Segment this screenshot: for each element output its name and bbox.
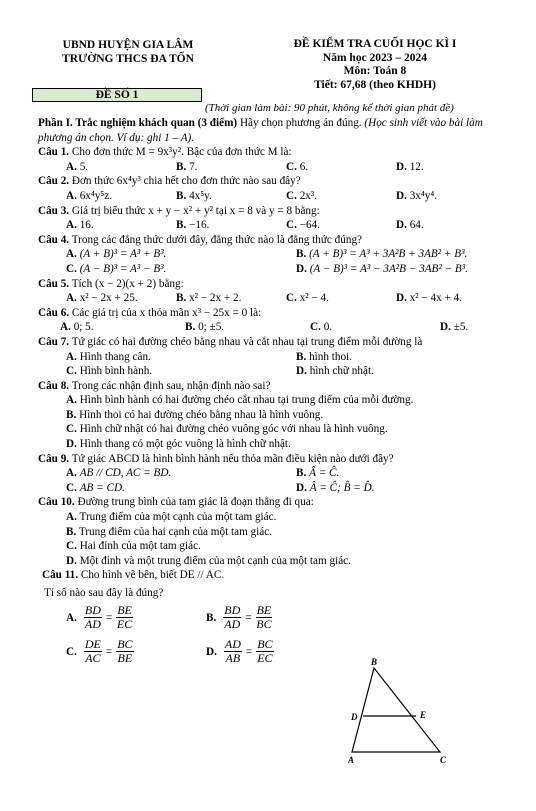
- option-a[interactable]: [60, 320, 185, 335]
- option-label: A.: [66, 611, 77, 624]
- option-label: D.: [396, 189, 407, 202]
- denominator: AD: [224, 617, 241, 632]
- option-label: D.: [296, 365, 307, 378]
- option-a[interactable]: [66, 160, 176, 175]
- numerator: BC: [117, 637, 133, 652]
- question-9-options-row1: [38, 466, 508, 481]
- question-4: [38, 233, 508, 248]
- fraction: [84, 604, 102, 631]
- option-a[interactable]: [66, 189, 176, 204]
- option-c[interactable]: [286, 160, 396, 175]
- option-a[interactable]: [66, 218, 176, 233]
- option-d[interactable]: [38, 437, 508, 452]
- triangle-figure: [340, 656, 450, 766]
- option-c[interactable]: [310, 320, 440, 335]
- option-c[interactable]: [286, 218, 396, 233]
- option-text: (A + B)³ = A³ + 3A²B + 3AB² + B³.: [309, 248, 468, 261]
- school-header: [38, 38, 218, 66]
- option-text: 64.: [409, 219, 424, 232]
- option-b[interactable]: [296, 350, 352, 365]
- option-label: B.: [185, 321, 196, 334]
- option-label: C.: [66, 423, 77, 436]
- option-a[interactable]: [38, 510, 508, 525]
- numerator: BC: [257, 637, 273, 652]
- option-text: 2x³.: [299, 189, 318, 202]
- option-label: A.: [66, 160, 77, 173]
- option-b[interactable]: [176, 189, 286, 204]
- option-d[interactable]: [206, 637, 346, 667]
- school-year: Năm học 2023 – 2024: [322, 51, 428, 64]
- lesson-number: Tiết: 67,68 (theo KHDH): [314, 78, 436, 91]
- fraction: [84, 638, 102, 665]
- option-label: B.: [176, 219, 187, 232]
- fraction: [256, 638, 273, 665]
- fraction: [116, 604, 133, 631]
- question-2: [38, 174, 508, 189]
- option-d[interactable]: [296, 262, 468, 277]
- question-text: Đường trung bình của tam giác là đoạn thẳng đi qua:: [74, 496, 314, 509]
- option-label: A.: [66, 292, 77, 305]
- option-text: 0; ±5.: [198, 321, 225, 334]
- option-text: 0.: [323, 321, 333, 334]
- option-d[interactable]: [296, 364, 374, 379]
- question-label: Câu 3.: [38, 204, 70, 217]
- option-c[interactable]: [66, 481, 296, 496]
- exam-content: [38, 116, 508, 669]
- option-d[interactable]: [396, 218, 424, 233]
- fraction: [256, 604, 273, 631]
- option-c[interactable]: [38, 422, 508, 437]
- option-text: 6x⁴y⁵z.: [79, 189, 113, 202]
- option-label: A.: [66, 350, 77, 363]
- option-text: 3x⁴y⁴.: [409, 189, 438, 202]
- question-10: [38, 495, 508, 510]
- option-d[interactable]: [38, 554, 508, 569]
- option-text: 4x⁵y.: [189, 189, 212, 202]
- option-b[interactable]: [38, 408, 508, 423]
- question-11-subtext: Tỉ số nào sau đây là đúng?: [44, 587, 164, 599]
- option-label: D.: [440, 321, 451, 334]
- exam-title: ĐỀ KIỂM TRA CUỐI HỌC KÌ I: [293, 38, 457, 50]
- option-label: C.: [66, 262, 77, 275]
- option-d[interactable]: [296, 481, 375, 496]
- question-6-options: [38, 320, 508, 335]
- option-text: hình chữ nhật.: [309, 365, 374, 378]
- option-text: 7.: [189, 160, 198, 173]
- option-label: D.: [296, 262, 307, 275]
- equals-sign: =: [105, 611, 113, 624]
- option-label: C.: [66, 481, 77, 494]
- question-2-options: [38, 189, 508, 204]
- option-label: B.: [296, 350, 307, 363]
- option-label: A.: [66, 248, 77, 261]
- question-text: Cho đơn thức M = 9x³y². Bậc của đơn thức M là:: [69, 146, 292, 159]
- question-5-options: [38, 291, 508, 306]
- option-text: (A − B)³ = A³ − 3A²B − 3AB² − B³.: [309, 262, 468, 275]
- option-text: x² − 4x + 4.: [409, 292, 463, 305]
- option-label: D.: [66, 438, 77, 451]
- option-text: Một đỉnh và một trung điểm của một cạnh của một tam giác.: [79, 554, 351, 567]
- option-text: 12.: [409, 160, 424, 173]
- equals-sign: =: [245, 611, 252, 624]
- question-3-options: [38, 218, 508, 233]
- option-b[interactable]: [296, 466, 339, 481]
- vertex-label-b: B: [371, 657, 378, 667]
- option-c[interactable]: [38, 539, 508, 554]
- option-text: 6.: [299, 160, 309, 173]
- question-label: Câu 8.: [38, 379, 70, 392]
- question-11: [38, 568, 508, 583]
- option-label: C.: [310, 321, 321, 334]
- option-text: x² − 4.: [299, 292, 329, 305]
- fraction: [223, 604, 241, 631]
- option-a[interactable]: [66, 603, 206, 633]
- option-text: Hình thang có một góc vuông là hình chữ nhật.: [79, 438, 291, 451]
- option-label: D.: [66, 554, 77, 567]
- option-b[interactable]: [206, 603, 346, 633]
- numerator: BD: [84, 603, 101, 618]
- option-b[interactable]: [176, 160, 286, 175]
- option-text: x² − 2x + 25.: [79, 292, 138, 305]
- denominator: AD: [84, 617, 101, 632]
- option-text: ±5.: [453, 321, 469, 334]
- option-text: Hình thang cân.: [79, 350, 151, 363]
- question-label: Câu 1.: [38, 146, 70, 159]
- school-name: TRƯỜNG THCS ĐA TỐN: [62, 53, 194, 65]
- question-5: [38, 277, 508, 292]
- vertex-label-e: E: [420, 710, 427, 720]
- option-label: A.: [66, 189, 77, 202]
- fraction: [224, 638, 242, 665]
- option-text: Â = Ĉ.: [309, 467, 340, 480]
- question-text: Trong các đẳng thức dưới đây, đẳng thức nào là đẳng thức đúng?: [69, 233, 362, 246]
- option-b[interactable]: [38, 525, 508, 540]
- option-label: A.: [60, 321, 71, 334]
- question-3: [38, 204, 508, 219]
- option-label: A.: [66, 219, 77, 232]
- option-label: D.: [206, 645, 217, 658]
- triangle-abc: [352, 668, 440, 752]
- option-a[interactable]: [66, 466, 296, 481]
- option-label: B.: [206, 611, 217, 624]
- district-name: UBND HUYỆN GIA LÂM: [62, 39, 194, 51]
- option-label: C.: [66, 540, 77, 553]
- option-text: Hình thoi có hai đường chéo bằng nhau là hình vuông.: [79, 408, 324, 421]
- question-7: [38, 335, 508, 350]
- option-text: 16.: [79, 219, 94, 232]
- question-text: Tứ giác có hai đường chéo bằng nhau và cắt nhau tại trung điểm mỗi đường là: [69, 335, 423, 348]
- equals-sign: =: [105, 645, 113, 658]
- option-a[interactable]: [66, 350, 296, 365]
- option-c[interactable]: [66, 262, 296, 277]
- denominator: AB: [225, 651, 241, 666]
- option-label: B.: [176, 160, 187, 173]
- option-d[interactable]: [396, 189, 437, 204]
- option-text: Hình bình hành.: [79, 365, 153, 378]
- option-d[interactable]: [396, 160, 424, 175]
- option-label: A.: [66, 394, 77, 407]
- option-text: 5.: [79, 160, 89, 173]
- option-b[interactable]: [176, 218, 286, 233]
- option-label: B.: [66, 525, 77, 538]
- option-label: B.: [296, 467, 307, 480]
- option-label: A.: [66, 467, 77, 480]
- question-label: Câu 2.: [38, 175, 70, 188]
- option-a[interactable]: [38, 393, 508, 408]
- question-1: [38, 145, 508, 160]
- option-text: Trung điểm của hai cạnh của một tam giác.: [78, 525, 273, 538]
- option-text: Â = Ĉ; B̂ = D̂.: [309, 481, 375, 494]
- question-7-options-row2: [38, 364, 508, 379]
- question-text: Trong các nhận định sau, nhận định nào sai?: [69, 379, 271, 392]
- question-label: Câu 9.: [38, 452, 70, 465]
- question-text: Tích (x − 2)(x + 2) bằng:: [69, 277, 184, 290]
- option-text: 0; 5.: [73, 321, 94, 334]
- question-1-options: [38, 160, 508, 175]
- option-b[interactable]: [296, 247, 467, 262]
- equals-sign: =: [245, 645, 253, 658]
- question-text: Tứ giác ABCD là hình bình hành nếu thỏa mãn điều kiện nào dưới đây?: [69, 452, 394, 465]
- question-label: Câu 7.: [38, 335, 70, 348]
- fraction: [116, 638, 133, 665]
- vertex-label-c: C: [440, 755, 447, 765]
- denominator: AC: [85, 651, 101, 666]
- question-6: [38, 306, 508, 321]
- option-text: Hình bình hành có hai đường chéo cắt nhau tại trung điểm của mỗi đường.: [79, 394, 414, 407]
- option-text: hình thoi.: [309, 350, 352, 363]
- option-b[interactable]: [176, 291, 286, 306]
- option-c[interactable]: [66, 637, 206, 667]
- question-11-options-row1: [38, 601, 508, 635]
- option-label: B.: [176, 189, 187, 202]
- question-label: Câu 10.: [38, 496, 75, 509]
- option-d[interactable]: [440, 320, 468, 335]
- denominator: BE: [117, 651, 133, 666]
- option-label: C.: [286, 219, 297, 232]
- option-label: B.: [296, 248, 307, 261]
- option-label: C.: [286, 160, 297, 173]
- numerator: BE: [117, 603, 132, 618]
- option-text: AB // CD, AC = BD.: [79, 467, 172, 480]
- option-a[interactable]: [66, 291, 176, 306]
- question-label: Câu 5.: [38, 277, 70, 290]
- question-7-options-row1: [38, 350, 508, 365]
- option-a[interactable]: [66, 247, 296, 262]
- option-label: C.: [286, 292, 297, 305]
- vertex-label-d: D: [351, 712, 358, 722]
- option-d[interactable]: [396, 291, 462, 306]
- numerator: BD: [224, 603, 241, 618]
- option-c[interactable]: [286, 189, 396, 204]
- option-c[interactable]: [286, 291, 396, 306]
- question-label: Câu 4.: [38, 233, 70, 246]
- numerator: BE: [256, 603, 272, 618]
- vertex-label-a: A: [348, 755, 355, 765]
- denominator: EC: [257, 651, 273, 666]
- option-text: Hai đỉnh của một tam giác.: [79, 540, 201, 553]
- option-label: C.: [286, 189, 297, 202]
- option-b[interactable]: [185, 320, 310, 335]
- option-label: C.: [66, 645, 77, 658]
- option-label: B.: [66, 408, 77, 421]
- question-label: Câu 6.: [38, 306, 70, 319]
- question-text: Đơn thức 6x⁴y³ chia hết cho đơn thức nào sau đây?: [69, 175, 301, 188]
- option-label: B.: [176, 292, 187, 305]
- time-note: (Thời gian làm bài: 90 phút, không kể thời gian phát đề): [205, 102, 454, 114]
- question-text: Các giá trị của x thỏa mãn x³ − 25x = 0 là:: [69, 306, 262, 319]
- option-label: D.: [396, 160, 407, 173]
- question-4-options-row2: [38, 262, 508, 277]
- exam-code-badge: ĐỀ SỐ 1: [32, 88, 202, 102]
- exam-header: [240, 38, 510, 92]
- question-4-options-row1: [38, 247, 508, 262]
- numerator: AD: [224, 637, 241, 652]
- subject: Môn: Toán 8: [343, 65, 407, 77]
- option-text: (A + B)³ = A³ + B³.: [79, 248, 167, 261]
- option-label: C.: [66, 365, 77, 378]
- question-text: Giá trị biểu thức x + y − x² + y² tại x = 8 và y = 8 bằng:: [69, 204, 320, 217]
- question-9: [38, 452, 508, 467]
- question-8: [38, 379, 508, 394]
- denominator: BC: [256, 617, 272, 632]
- part1-heading: [38, 116, 508, 145]
- option-text: Trung điểm của một cạnh của một tam giác.: [79, 511, 277, 524]
- part1-instruction-note: (Học sinh viết vào bài làm phương án chọn. Ví dụ: ghi 1 – A).: [38, 117, 483, 144]
- option-label: A.: [66, 511, 77, 524]
- question-9-options-row2: [38, 481, 508, 496]
- option-text: Hình chữ nhật có hai đường chéo vuông góc với nhau là hình vuông.: [79, 423, 388, 436]
- denominator: EC: [116, 617, 133, 632]
- numerator: DE: [84, 637, 101, 652]
- part1-instruction: Hãy chọn phương án đúng.: [237, 117, 365, 129]
- question-text: Cho hình vẽ bên, biết DE // AC.: [78, 569, 225, 582]
- option-text: x² − 2x + 2.: [189, 292, 242, 305]
- option-text: −64.: [299, 219, 320, 232]
- part1-title: Phần I. Trắc nghiệm khách quan (3 điểm): [38, 117, 238, 129]
- option-text: (A − B)³ = A³ − B³.: [79, 262, 167, 275]
- option-text: −16.: [189, 219, 210, 232]
- option-c[interactable]: [66, 364, 296, 379]
- question-label: Câu 11.: [42, 569, 79, 582]
- option-label: D.: [396, 219, 407, 232]
- option-label: D.: [296, 481, 307, 494]
- option-label: D.: [396, 292, 407, 305]
- option-text: AB = CD.: [79, 481, 125, 494]
